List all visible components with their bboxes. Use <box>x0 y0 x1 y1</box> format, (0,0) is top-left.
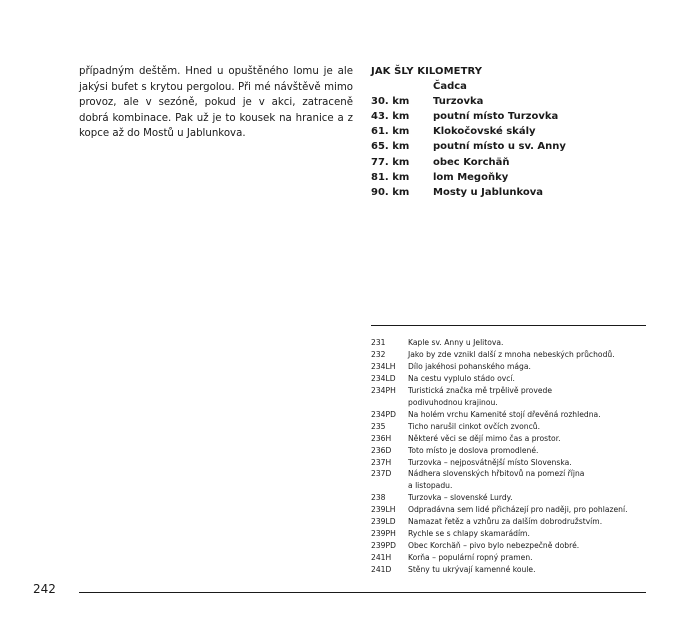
caption-number: 235 <box>371 421 386 431</box>
kilometer-place: poutní místo Turzovka <box>433 111 559 123</box>
kilometer-place: poutní místo u sv. Anny <box>433 141 566 153</box>
page-number: 242 <box>33 582 56 596</box>
caption-row <box>371 492 649 504</box>
caption-row <box>371 564 649 576</box>
caption-number: 234PD <box>371 409 396 419</box>
caption-row <box>371 540 649 552</box>
caption-number: 234PH <box>371 385 396 395</box>
caption-number: 237D <box>371 469 392 479</box>
kilometer-distance: 81. km <box>371 171 410 183</box>
caption-text: Turzovka – slovenské Lurdy. <box>408 493 513 503</box>
kilometer-row <box>371 94 646 109</box>
caption-number: 239PD <box>371 541 396 551</box>
caption-row <box>371 421 649 433</box>
footer-rule <box>79 592 646 593</box>
caption-number: 238 <box>371 493 386 503</box>
kilometer-place: lom Megoňky <box>433 171 509 183</box>
caption-text: Ticho narušil cinkot ovčích zvonců. <box>408 421 540 431</box>
kilometer-table <box>371 64 646 200</box>
caption-row <box>371 504 649 516</box>
caption-row <box>371 385 649 397</box>
kilometer-distance: 65. km <box>371 141 410 153</box>
caption-text: Stěny tu ukrývají kamenné koule. <box>408 565 536 575</box>
caption-row <box>371 480 649 492</box>
kilometer-row <box>371 139 646 154</box>
body-paragraph: případným deštěm. Hned u opuštěného lomu je ale jakýsi bufet s krytou pergolou. Při mé návštěvě mimo provoz, ale v sezóně, pokud je v akci, zatraceně dobrá kombinace. Pak už je to kousek na hranice a z kopce až do Mostů u Jablunkova. <box>79 66 353 140</box>
caption-number: 234LD <box>371 373 396 383</box>
kilometer-distance: 61. km <box>371 126 410 138</box>
caption-row <box>371 552 649 564</box>
caption-number: 239PH <box>371 529 396 539</box>
kilometer-distance <box>371 79 433 94</box>
caption-list <box>371 337 649 576</box>
caption-row <box>371 516 649 528</box>
caption-row <box>371 433 649 445</box>
caption-row <box>371 457 649 469</box>
kilometer-row <box>371 170 646 185</box>
caption-text: Rychle se s chlapy skamarádím. <box>408 529 530 539</box>
caption-row <box>371 528 649 540</box>
caption-row <box>371 468 649 480</box>
caption-number: 241D <box>371 565 392 575</box>
kilometer-place: Čadca <box>433 81 467 93</box>
caption-number: 237H <box>371 457 392 467</box>
caption-number: 236H <box>371 433 392 443</box>
caption-row <box>371 445 649 457</box>
caption-number: 231 <box>371 338 386 347</box>
caption-number: 241H <box>371 553 392 563</box>
kilometer-row <box>371 185 646 200</box>
kilometer-distance: 90. km <box>371 186 410 198</box>
kilometer-table-heading: JAK ŠLY KILOMETRY <box>371 66 483 77</box>
caption-number: 236D <box>371 445 392 455</box>
caption-text: Namazat řetěz a vzhůru za dalším dobrodružstvím. <box>408 517 603 527</box>
kilometer-row <box>371 79 646 94</box>
caption-row <box>371 349 649 361</box>
caption-text: a listopadu. <box>408 481 453 491</box>
kilometer-place: Klokočovské skály <box>433 126 536 138</box>
caption-text: Turzovka – nejposvátnější místo Slovenska. <box>408 457 572 467</box>
caption-number: 239LD <box>371 517 396 527</box>
caption-number: 239LH <box>371 505 396 515</box>
caption-text: Některé věci se dějí mimo čas a prostor. <box>408 433 561 443</box>
caption-text: Na holém vrchu Kamenité stojí dřevěná rozhledna. <box>408 409 601 419</box>
caption-text: Jako by zde vznikl další z mnoha nebeských průchodů. <box>408 349 615 359</box>
caption-number: 234LH <box>371 361 396 371</box>
kilometer-place: Turzovka <box>433 96 484 108</box>
caption-row <box>371 337 649 349</box>
caption-text: Turistická značka mě trpělivě provede <box>408 385 552 395</box>
caption-text: Toto místo je doslova promodlené. <box>408 445 539 455</box>
caption-number <box>371 397 408 409</box>
caption-text: Odpradávna sem lidé přicházejí pro naději, pro pohlazení. <box>408 505 628 515</box>
caption-row <box>371 397 649 409</box>
kilometer-distance: 77. km <box>371 156 410 168</box>
caption-text: Korňa – populární ropný pramen. <box>408 553 533 563</box>
caption-text: podivuhodnou krajinou. <box>408 397 498 407</box>
kilometer-row <box>371 124 646 139</box>
caption-row <box>371 409 649 421</box>
kilometer-place: Mosty u Jablunkova <box>433 186 543 198</box>
caption-divider <box>371 325 646 326</box>
kilometer-distance: 30. km <box>371 96 410 108</box>
caption-text: Dílo jakéhosi pohanského mága. <box>408 361 531 371</box>
caption-text: Kaple sv. Anny u Jelitova. <box>408 338 504 347</box>
caption-text: Nádhera slovenských hřbitovů na pomezí října <box>408 469 585 479</box>
caption-text: Na cestu vyplulo stádo ovcí. <box>408 373 515 383</box>
caption-number: 232 <box>371 349 386 359</box>
caption-row <box>371 373 649 385</box>
caption-number <box>371 480 408 492</box>
kilometer-place: obec Korchäň <box>433 156 510 168</box>
kilometer-row <box>371 109 646 124</box>
caption-row <box>371 361 649 373</box>
caption-text: Obec Korchäň – pivo bylo nebezpečně dobré. <box>408 541 580 551</box>
kilometer-distance: 43. km <box>371 111 410 123</box>
kilometer-row <box>371 155 646 170</box>
